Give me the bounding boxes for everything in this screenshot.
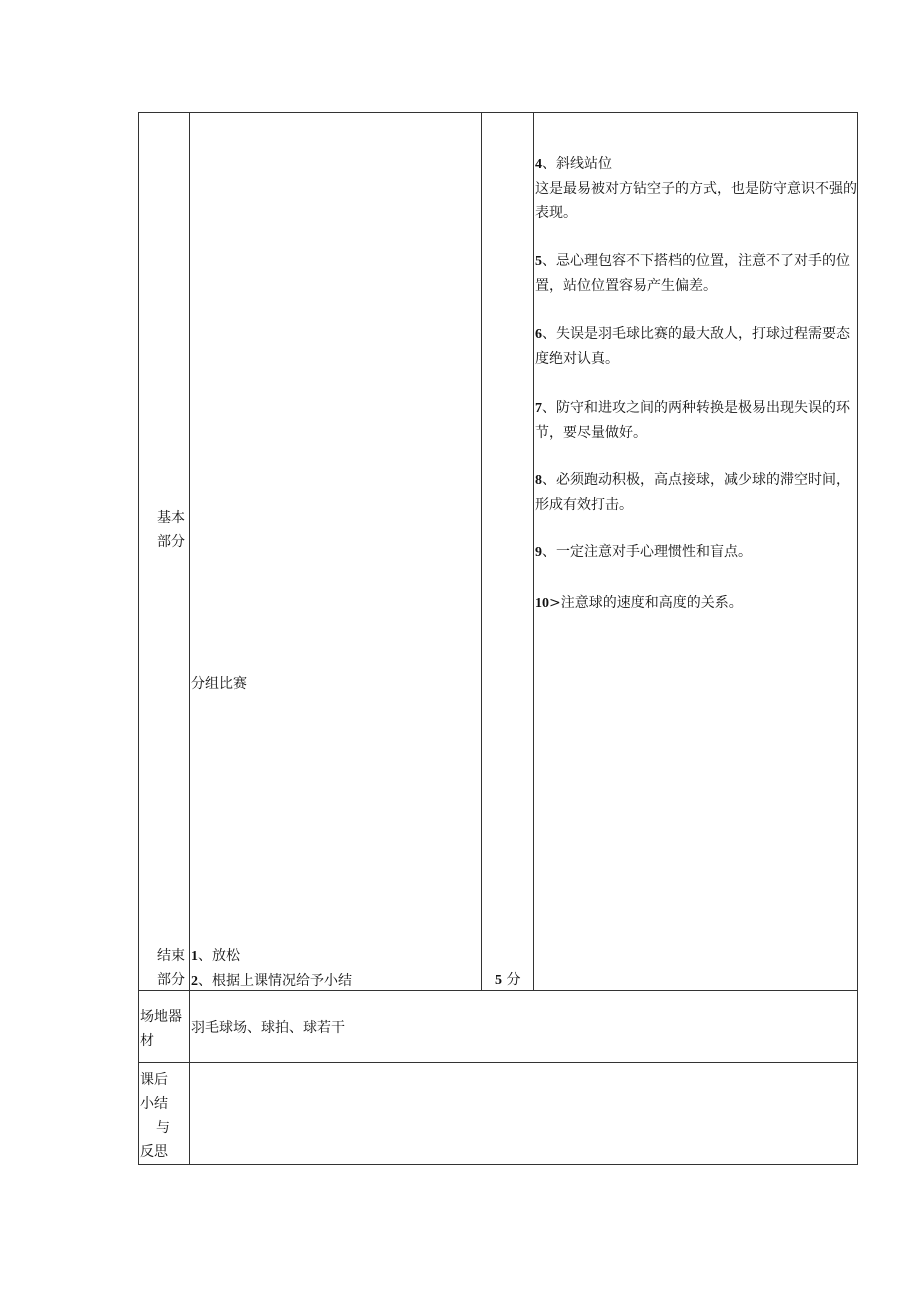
note-text: 、必须跑动积极，高点接球，减少球的滞空时间，形成有效打击。 (535, 472, 850, 513)
reflection-label (140, 1068, 170, 1164)
content-column-divider (481, 112, 482, 991)
table-border-bottom (138, 1164, 858, 1165)
item-text: 、根据上课情况给予小结 (198, 973, 352, 989)
note-7 (535, 396, 857, 445)
venue-content: 羽毛球场、球拍、球若干 (191, 1020, 345, 1036)
time-column-divider (533, 112, 534, 991)
note-number: 6 (535, 327, 542, 342)
note-number: 10 (535, 596, 549, 611)
reflection-label-line4: 反思 (140, 1144, 168, 1160)
table-border-top (138, 112, 858, 113)
note-9 (535, 540, 857, 565)
note-5 (535, 249, 857, 298)
note-text: 、防守和进攻之间的两种转换是极易出现失误的环节，要尽量做好。 (535, 400, 850, 441)
reflection-label-line3: 与 (156, 1120, 170, 1136)
note-number: 8 (535, 473, 542, 488)
reflection-label-line1: 课后 (140, 1072, 168, 1088)
venue-label (140, 1005, 182, 1053)
label-column-divider (189, 112, 190, 1165)
ending-items (191, 944, 352, 994)
note-text: 、斜线站位 这是最易被对方钻空子的方式，也是防守意识不强的表现。 (535, 156, 857, 221)
ending-label-line2: 部分 (157, 972, 185, 988)
note-number: 5 (535, 254, 542, 269)
ending-item-2 (191, 969, 352, 994)
note-6 (535, 322, 857, 371)
basic-label-line2: 部分 (157, 534, 185, 550)
ending-time (495, 968, 520, 993)
reflection-label-line2: 小结 (140, 1096, 168, 1112)
venue-label-line2: 材 (140, 1033, 154, 1049)
note-4 (535, 152, 857, 225)
note-text: 、失误是羽毛球比赛的最大敌人，打球过程需要态度绝对认真。 (535, 326, 850, 367)
venue-label-line1: 场地器 (140, 1009, 182, 1025)
ending-section-label (157, 944, 185, 992)
basic-content: 分组比赛 (191, 676, 247, 692)
note-number: 4 (535, 157, 542, 172)
basic-section-label (157, 506, 185, 554)
basic-label-line1: 基本 (157, 510, 185, 526)
note-text: 、一定注意对手心理惯性和盲点。 (542, 544, 752, 560)
ending-item-1 (191, 944, 352, 969)
time-value: 5 (495, 973, 502, 988)
item-text: 、放松 (198, 948, 240, 964)
item-number: 1 (191, 949, 198, 964)
note-number: 7 (535, 401, 542, 416)
note-text: 、忌心理包容不下搭档的位置，注意不了对手的位置，站位位置容易产生偏差。 (535, 253, 850, 294)
note-text: >注意球的速度和高度的关系。 (549, 595, 743, 611)
note-number: 9 (535, 545, 542, 560)
note-8 (535, 468, 857, 517)
note-10 (535, 591, 857, 616)
table-border-right (857, 112, 858, 1165)
table-border-left (138, 112, 139, 1165)
row-divider-reflection (138, 1062, 858, 1063)
item-number: 2 (191, 974, 198, 989)
time-unit: 分 (506, 972, 521, 988)
ending-label-line1: 结束 (157, 948, 185, 964)
